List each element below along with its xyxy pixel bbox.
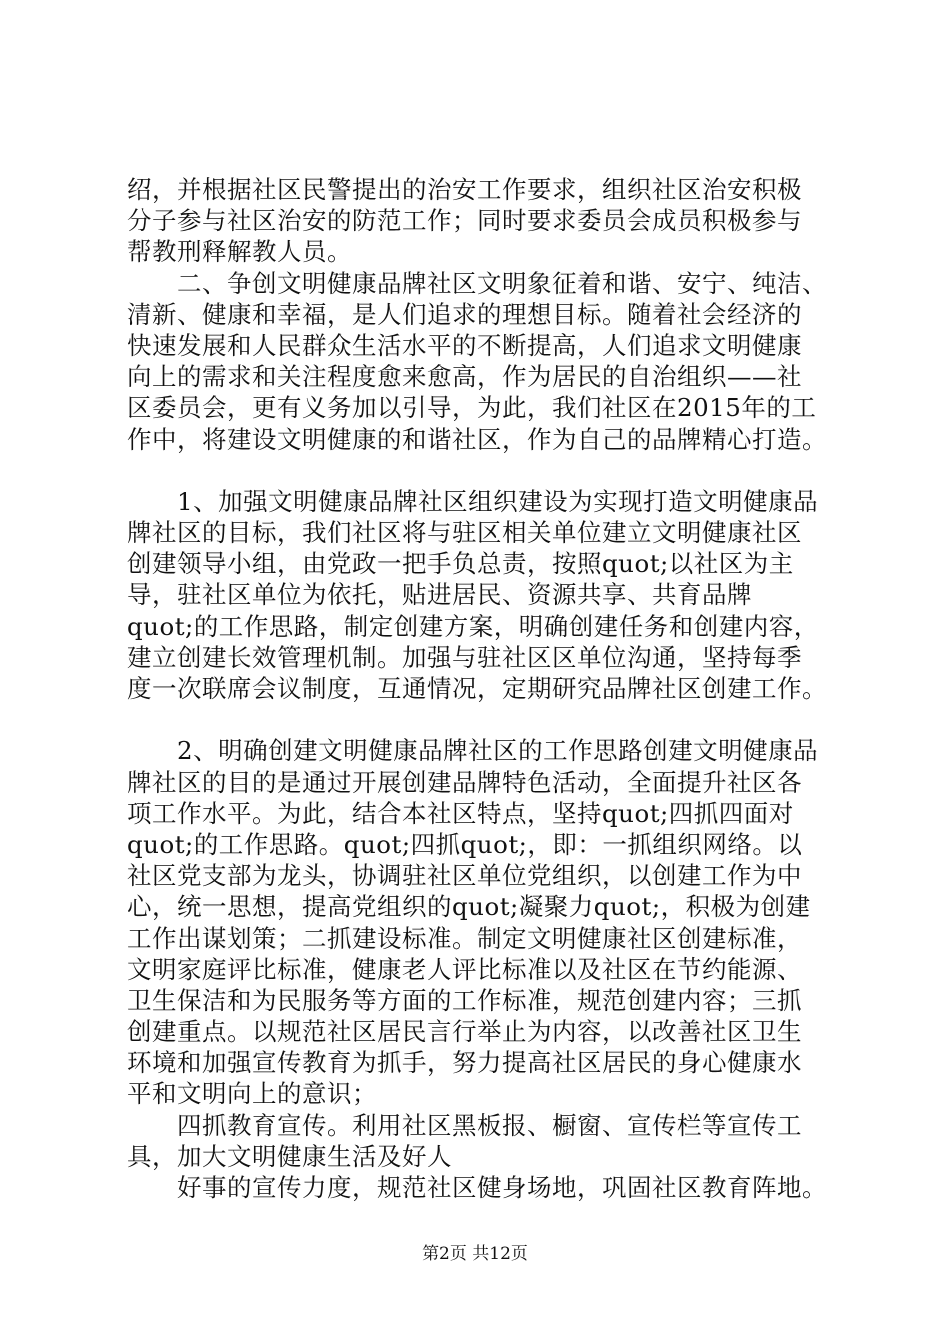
paragraph-gap	[127, 704, 839, 735]
text-line: 2、明确创建文明健康品牌社区的工作思路创建文明健康品	[177, 736, 819, 766]
text-line: 社区党支部为龙头，协调驻社区单位党组织，以创建工作为中	[127, 861, 802, 891]
text-line: 牌社区的目标，我们社区将与驻区相关单位建立文明健康社区	[127, 518, 802, 548]
text-line: 清新、健康和幸福，是人们追求的理想目标。随着社会经济的	[127, 299, 802, 329]
text-line: 创建领导小组，由党政一把手负总责，按照quot;以社区为主	[127, 549, 794, 579]
text-line: 平和文明向上的意识；	[127, 1079, 377, 1109]
text-line: 二、争创文明健康品牌社区文明象征着和谐、安宁、纯洁、	[177, 268, 827, 298]
text-line: 好事的宣传力度，规范社区健身场地，巩固社区教育阵地。	[177, 1173, 827, 1202]
text-line: 心，统一思想，提高党组织的quot;凝聚力quot;，积极为创建	[127, 892, 811, 922]
text-line: 卫生保洁和为民服务等方面的工作标准，规范创建内容；三抓	[127, 985, 802, 1015]
text-line: 帮教刑释解教人员。	[127, 237, 352, 267]
text-line: quot;的工作思路。quot;四抓quot;，即：一抓组织网络。以	[127, 829, 803, 859]
text-line: 环境和加强宣传教育为抓手，努力提高社区居民的身心健康水	[127, 1048, 802, 1078]
text-line: 牌社区的目的是通过开展创建品牌特色活动，全面提升社区各	[127, 767, 802, 797]
text-line: 快速发展和人民群众生活水平的不断提高，人们追求文明健康	[127, 330, 802, 360]
text-line: 1、加强文明健康品牌社区组织建设为实现打造文明健康品	[177, 486, 819, 516]
page-number-footer: 第2页 共12页	[422, 1244, 528, 1264]
text-line: 四抓教育宣传。利用社区黑板报、橱窗、宣传栏等宣传工	[177, 1110, 802, 1140]
text-line: 项工作水平。为此，结合本社区特点，坚持quot;四抓四面对	[127, 798, 794, 828]
text-line: 度一次联席会议制度，互通情况，定期研究品牌社区创建工作。	[127, 674, 827, 703]
text-line: 作中，将建设文明健康的和谐社区，作为自己的品牌精心打造。	[127, 424, 827, 454]
text-line: 文明家庭评比标准，健康老人评比标准以及社区在节约能源、	[127, 954, 802, 984]
text-line: 绍，并根据社区民警提出的治安工作要求，组织社区治安积极	[127, 175, 802, 204]
text-line: 建立创建长效管理机制。加强与驻社区区单位沟通，坚持每季	[127, 642, 802, 672]
text-line: 向上的需求和关注程度愈来愈高，作为居民的自治组织——社	[127, 362, 802, 392]
paragraph-gap	[127, 455, 839, 486]
text-line: 具，加大文明健康生活及好人	[127, 1141, 452, 1171]
text-line: 工作出谋划策；二抓建设标准。制定文明健康社区创建标准，	[127, 923, 802, 953]
text-line: quot;的工作思路，制定创建方案，明确创建任务和创建内容，	[127, 611, 819, 641]
body-text	[127, 174, 839, 1203]
text-line: 区委员会，更有义务加以引导，为此，我们社区在2015年的工	[127, 393, 817, 423]
text-line: 导，驻社区单位为依托，贴进居民、资源共享、共育品牌	[127, 580, 752, 610]
text-line: 创建重点。以规范社区居民言行举止为内容，以改善社区卫生	[127, 1017, 802, 1047]
text-line: 分子参与社区治安的防范工作；同时要求委员会成员积极参与	[127, 206, 802, 236]
